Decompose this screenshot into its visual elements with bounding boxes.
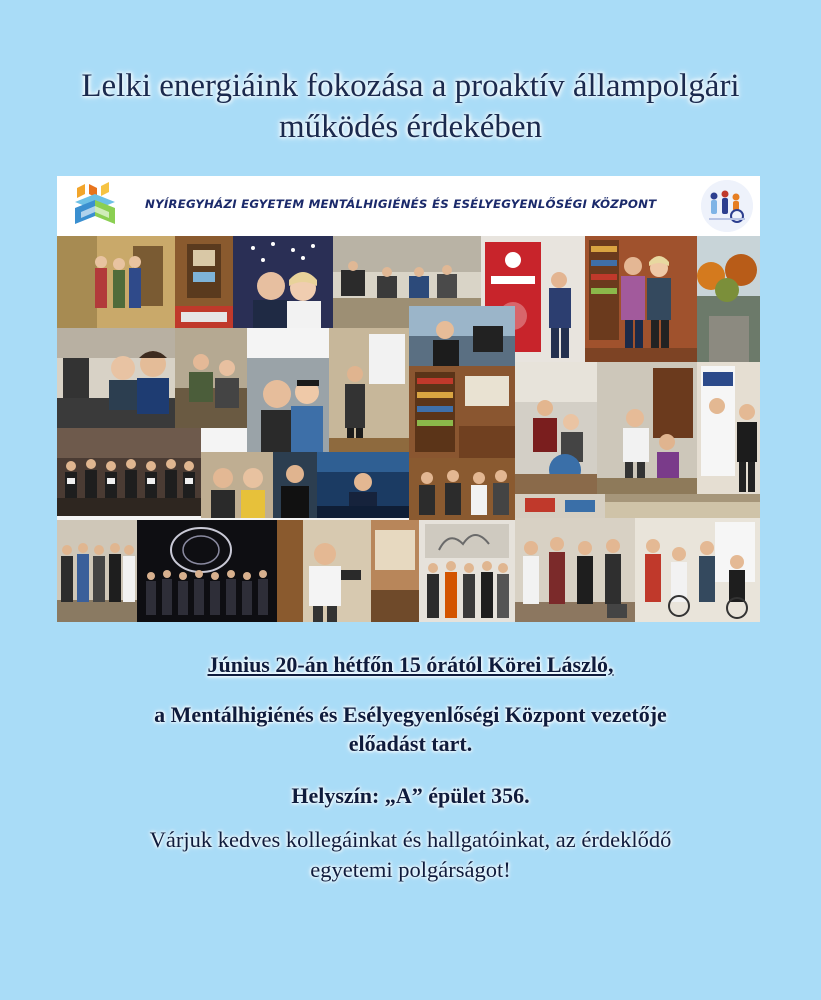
speaker-role-line-2: előadást tart. (348, 731, 473, 756)
collage-photo (233, 236, 333, 328)
collage-photo (697, 236, 760, 362)
photo-collage (57, 236, 760, 622)
collage-photo (317, 452, 409, 518)
invitation-line-2: egyetemi polgárságot! (310, 857, 511, 882)
speaker-role (0, 700, 821, 758)
collage-photo (419, 520, 515, 622)
speaker-role-line-1: a Mentálhigiénés és Esélyegyenlőségi Központ vezetője (154, 702, 667, 727)
collage-photo (175, 306, 233, 328)
collage-photo (273, 452, 317, 518)
collage-photo (201, 452, 273, 518)
collage-photo (57, 236, 175, 328)
collage-photo (515, 494, 605, 518)
collage-photo (137, 520, 277, 622)
collage-photo (635, 518, 760, 622)
collage-photo (409, 366, 515, 458)
collage-photo (57, 328, 175, 428)
collage-photo (597, 362, 697, 494)
collage-photo (697, 362, 760, 494)
collage-photo (409, 306, 515, 366)
banner-title: NYÍREGYHÁZI EGYETEM MENTÁLHIGIÉNÉS ÉS ESÉLYEGYENLŐSÉGI KÖZPONT (145, 197, 657, 211)
collage-photo (329, 328, 409, 452)
collage-photo (605, 494, 760, 518)
event-date-speaker: Június 20-án hétfőn 15 órától Körei László, (207, 652, 614, 677)
collage-photo (57, 428, 201, 516)
title-line-1: Lelki energiáink fokozása a proaktív állampolgári (81, 68, 740, 104)
collage-photo (585, 236, 697, 362)
collage-photo (175, 236, 233, 306)
invitation-text (0, 825, 821, 885)
center-banner (57, 176, 760, 236)
collage-photo (175, 328, 247, 428)
collage-photo (277, 520, 371, 622)
collage-photo (409, 458, 515, 522)
collage-photo (57, 520, 137, 622)
title-line-2: működés érdekében (279, 109, 542, 145)
collage-photo (515, 518, 635, 622)
collage-photo (247, 358, 329, 452)
collage-photo (371, 520, 419, 622)
collage-photo (515, 362, 597, 494)
community-people-icon (701, 180, 753, 232)
nye-logo-icon (73, 182, 117, 230)
page-title (0, 66, 821, 148)
event-venue: Helyszín: „A” épület 356. (291, 783, 530, 808)
invitation-line-1: Várjuk kedves kollegáinkat és hallgatóinkat, az érdeklődő (149, 827, 672, 852)
